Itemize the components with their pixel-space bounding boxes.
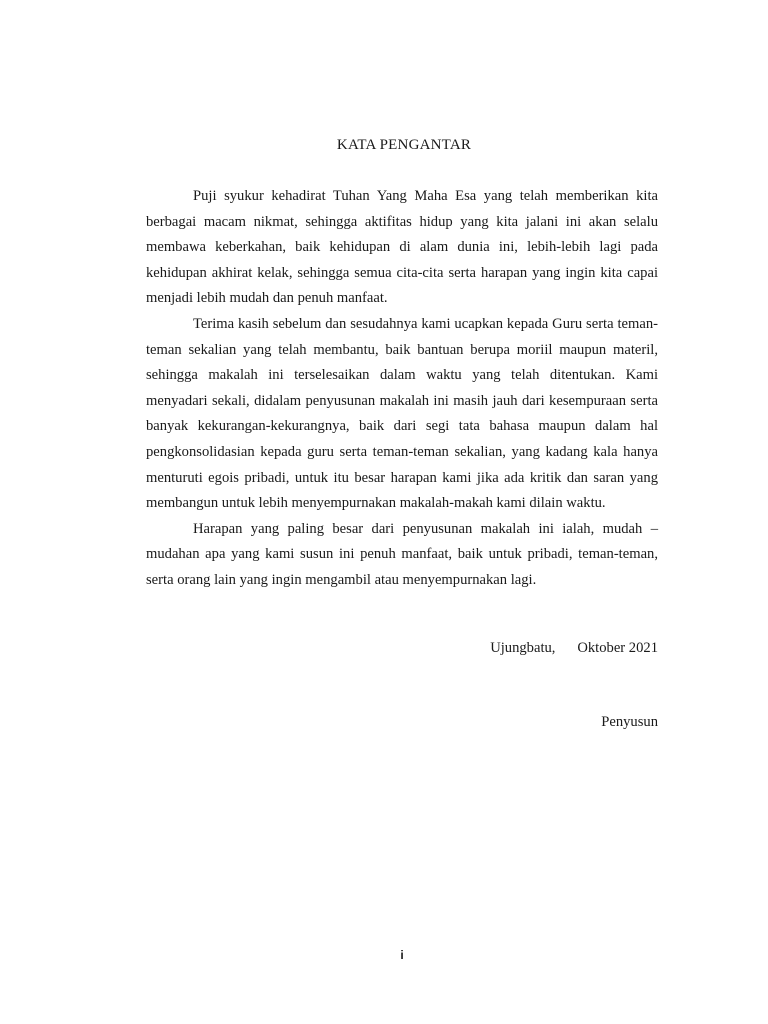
- paragraph-3: Harapan yang paling besar dari penyusunan makalah ini ialah, mudah – mudahan apa yang kami susun ini penuh manfaat, baik untuk pribadi, teman-teman, serta orang lain yang ingin mengambil atau menyempurnakan lagi.: [146, 520, 658, 588]
- page-number: i: [400, 948, 404, 962]
- page-title: KATA PENGANTAR: [336, 137, 472, 153]
- signer: Penyusun: [601, 714, 658, 730]
- paragraph-1: Puji syukur kehadirat Tuhan Yang Maha Esa yang telah memberikan kita berbagai macam nikmat, sehingga aktifitas hidup yang kita jalani ini akan selalu membawa keberkahan, baik kehidupan di alam dunia ini, lebih-lebih lagi pada kehidupan akhirat kelak, sehingga semua cita-cita serta harapan yang ingin kita capai menjadi lebih mudah dan penuh manfaat.: [146, 188, 658, 307]
- paragraph-2: Terima kasih sebelum dan sesudahnya kami ucapkan kepada Guru serta teman-teman sekalian yang telah membantu, baik bantuan berupa moriil maupun materil, sehingga makalah ini terselesaikan dalam waktu yang telah ditentukan. Kami menyadari sekali, didalam penyusunan makalah ini masih jauh dari kesempuraan serta banyak kekurangan-kekurangnya, baik dari segi tata bahasa maupun dalam hal pengkonsolidasian kepada guru serta teman-teman sekalian, yang kadang kala hanya menturuti egois pribadi, untuk itu besar harapan kami jika ada kritik dan saran yang membangun untuk lebih menyempurnakan makalah-makah kami dilain waktu.: [146, 315, 658, 512]
- place-date: Ujungbatu, Oktober 2021: [490, 640, 658, 656]
- document-body: [146, 184, 658, 594]
